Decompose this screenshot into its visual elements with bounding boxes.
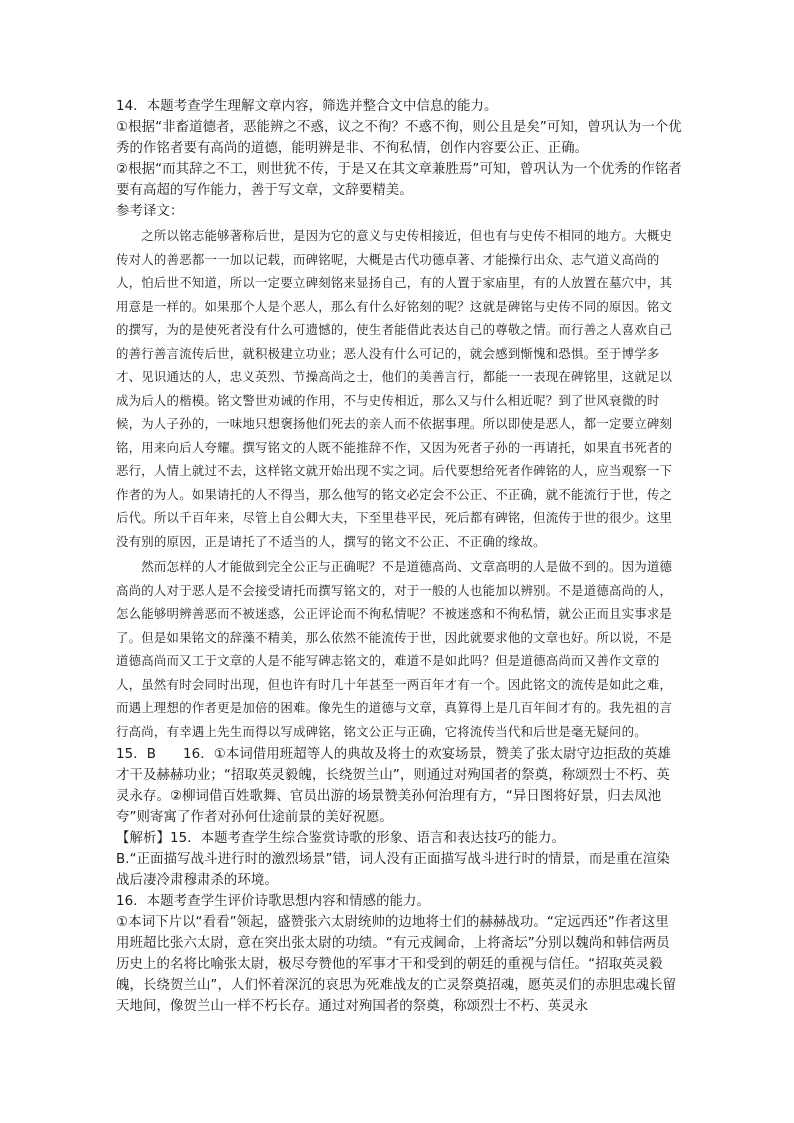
translation-paragraph-2: 然而怎样的人才能做到完全公正与正确呢？不是道德高尚、文章高明的人是做不到的。因为道德高尚的人对于恶人是不会接受请托而撰写铭文的，对于一般的人也能加以辨别。不是道德高尚的人，怎么能够明辨善恶而不被迷惑，公正评论而不徇私情呢？不被迷惑和不徇私情，就公正而且实事求是了。但是如果铭文的辞藻不精美，那么依然不能流传于世，因此就要求他的文章也好。所以说，不是道德高尚而又工于文章的人是不能写碑志铭文的，难道不是如此吗？但是道德高尚而又善作文章的人，虽然有时会同时出现，但也许有时几十年甚至一两百年才有一个。因此铭文的流传是如此之难，而遇上理想的作者更是加倍的困难。像先生的道德与文章，真算得上是几百年间才有的。我先祖的言行高尚，有幸遇上先生而得以写成碑铭，铭文公正与正确，它将流传当代和后世是毫无疑问的。 [116,559,673,739]
q14-point-1: ①根据“非畜道德者，恶能辨之不惑，议之不徇？不惑不徇，则公且是矣”可知，曾巩认为一个优秀的作铭者要有高尚的道德，能明辨是非、不徇私情，创作内容要公正、正确。 [116,120,682,156]
translation-paragraph-1: 之所以铭志能够著称后世，是因为它的意义与史传相接近，但也有与史传不相同的地方。大概史传对人的善恶都一一加以记载，而碑铭呢，大概是古代功德卓著、才能操行出众、志气道义高尚的人，怕后世不知道，所以一定要立碑刻铭来显扬自己，有的人置于家庙里，有的人放置在墓穴中，其用意是一样的。如果那个人是个恶人，那么有什么好铭刻的呢？这就是碑铭与史传不同的原因。铭文的撰写，为的是使死者没有什么可遗憾的，使生者能借此表达自己的尊敬之情。而行善之人喜欢自己的善行善言流传后世，就积极建立功业；恶人没有什么可记的，就会感到惭愧和恐惧。至于博学多才、见识通达的人，忠义英烈、节操高尚之士，他们的美善言行，都能一一表现在碑铭里，这就足以成为后人的楷模。铭文警世劝诫的作用，不与史传相近，那么又与什么相近呢？到了世风衰微的时候，为人子孙的，一味地只想褒扬他们死去的亲人而不依据事理。所以即使是恶人，都一定要立碑刻铭，用来向后人夸耀。撰写铭文的人既不能推辞不作，又因为死者子孙的一再请托，如果直书死者的恶行，人情上就过不去，这样铭文就开始出现不实之词。后代要想给死者作碑铭的人，应当观察一下作者的为人。如果请托的人不得当，那么他写的铭文必定会不公正、不正确，就不能流行于世，传之后代。所以千百年来，尽管上自公卿大夫，下至里巷平民，死后都有碑铭，但流传于世的很少。这里没有别的原因，正是请托了不适当的人，撰写的铭文不公正、不正确的缘故。 [116,228,673,549]
analysis-option-b: B.“正面描写战斗进行时的激烈场景”错，词人没有正面描写战斗进行时的情景，而是重在渲染战后凄冷肃穆肃杀的环境。 [116,852,670,888]
q14-point-2: ②根据“而其辞之不工，则世犹不传，于是又在其文章兼胜焉”可知，曾巩认为一个优秀的作铭者要有高超的写作能力，善于写文章，文辞要精美。 [116,162,682,198]
analysis-q16-title: 16．本题考查学生评价诗歌思想内容和情感的能力。 [116,894,431,909]
answers-15-16: 15．B 16．①本词借用班超等人的典故及将士的欢宴场景，赞美了张太尉守边拒敌的英雄才干及赫赫功业；“招取英灵毅魄，长绕贺兰山”，则通过对殉国者的祭奠，称颂烈士不朽、英灵永存。②柳词借百姓歌舞、官员出游的场景赞美孙何治理有方，“异日图将好景，归去凤池夸”则寄寓了作者对孙何仕途前景的美好祝愿。 [116,747,672,825]
document-page [116,96,682,1017]
q14-title: 14．本题考查学生理解文章内容，筛选并整合文中信息的能力。 [116,99,498,114]
analysis-q16-point-1: ①本词下片以“看看”领起，盛赞张六太尉统帅的边地将士们的赫赫战功。“定远西还”作者这里用班超比张六太尉，意在突出张太尉的功绩。“有元戎阃命，上将斋坛”分别以魏尚和韩信两员历史上的名将比喻张太尉，极尽夸赞他的军事才干和受到的朝廷的重视与信任。“招取英灵毅魄，长绕贺兰山”，人们怀着深沉的哀思为死难战友的亡灵祭奠招魂，愿英灵们的赤胆忠魂长留天地间，像贺兰山一样不朽长存。通过对殉国者的祭奠，称颂烈士不朽、英灵永 [116,915,677,1014]
analysis-title: 【解析】15．本题考查学生综合鉴赏诗歌的形象、语言和表达技巧的能力。 [116,831,565,846]
reference-translation-label: 参考译文： [116,204,184,219]
